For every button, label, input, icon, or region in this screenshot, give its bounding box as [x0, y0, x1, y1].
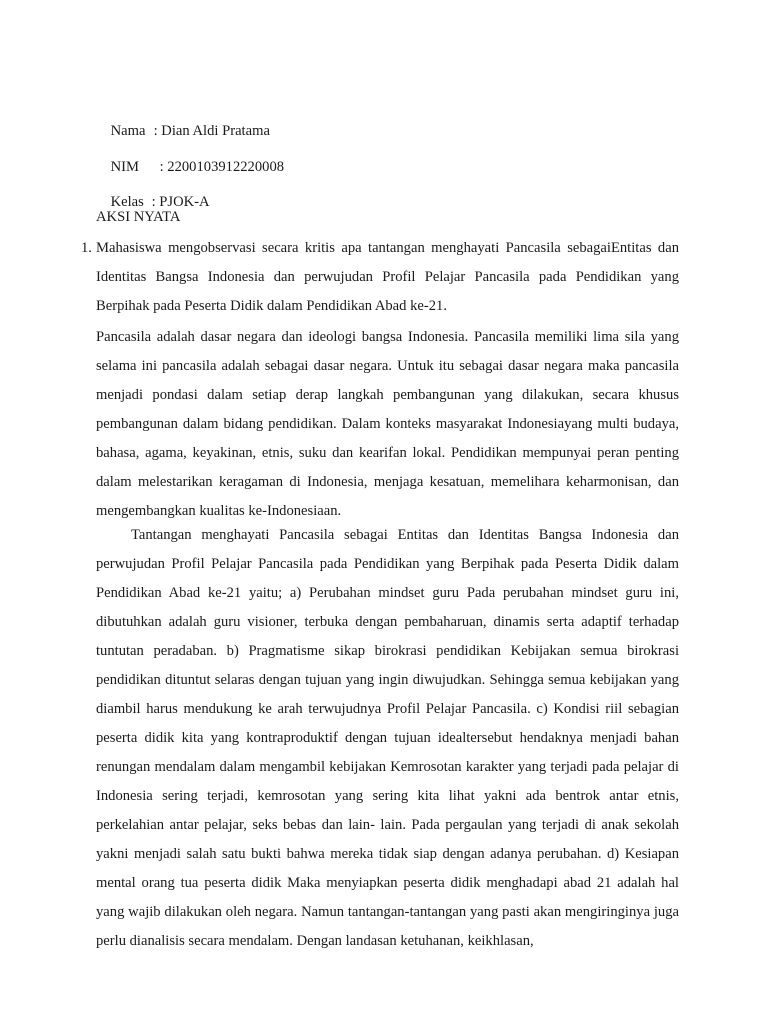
task-number: 1. [81, 240, 92, 256]
student-class-value: : PJOK-A [151, 194, 210, 210]
section-heading: AKSI NYATA [96, 209, 181, 225]
paragraph-challenges: Tantangan menghayati Pancasila sebagai Entitas dan Identitas Bangsa Indonesia dan perwujudan Profil Pelajar Pancasila pada Pendidikan yang Berpihak pada Peserta Didik dalam Pendidikan Abad ke-21 yaitu; a) Perubahan mindset guru Pada perubahan mindset guru ini, dibutuhkan adalah guru visioner, terbuka dengan pembaharuan, dinamis serta adaptif terhadap tuntutan peradaban. b) Pragmatisme sikap birokrasi pendidikan Kebijakan semua birokrasi pendidikan dituntut selaras dengan tujuan yang ingin diwujudkan. Sehingga semua kebijakan yang diambil harus mendukung ke arah terwujudnya Profil Pelajar Pancasila. c) Kondisi riil sebagian peserta didik kita yang kontraproduktif dengan tujuan idealtersebut hendaknya menjadi bahan renungan mendalam dalam mengambil kebijakan Kemrosotan karakter yang terjadi pada pelajar di Indonesia sering terjadi, kemrosotan yang sering kita lihat yakni ada bentrok antar etnis, perkelahian antar pelajar, seks bebas dan lain- lain. Pada pergaulan yang terjadi di anak sekolah yakni menjadi salah satu bukti bahwa mereka tidak siap dengan adanya perubahan. d) Kesiapan mental orang tua peserta didik Maka menyiapkan peserta didik menghadapi abad 21 adalah hal yang wajib dilakukan oleh negara. Namun tantangan-tantangan yang pasti akan mengiringinya juga perlu dianalisis secara mendalam. Dengan landasan ketuhanan, keikhlasan, [96, 527, 679, 949]
student-nim-value: : 2200103912220008 [159, 159, 285, 175]
student-nim-label: NIM [110, 159, 139, 175]
task-text: Mahasiswa mengobservasi secara kritis apa tantangan menghayati Pancasila sebagaiEntitas dan Identitas Bangsa Indonesia dan perwujudan Profil Pelajar Pancasila pada Pendidikan yang Berpihak pada Peserta Didik dalam Pendidikan Abad ke-21. [96, 240, 679, 314]
paragraph-pancasila-intro: Pancasila adalah dasar negara dan ideologi bangsa Indonesia. Pancasila memiliki lima sila yang selama ini pancasila adalah sebagai dasar negara. Untuk itu sebagai dasar negara maka pancasila menjadi pondasi dalam setiap derap langkah pembangunan yang dilakukan, secara khusus pembangunan dalam bidang pendidikan. Dalam konteks masyarakat Indonesiayang multi budaya, bahasa, agama, keyakinan, etnis, suku dan kearifan lokal. Pendidikan mempunyai peran penting dalam melestarikan keragaman di Indonesia, menjaga kesatuan, memelihara keharmonisan, dan mengembangkan kualitas ke-Indonesiaan. [96, 329, 679, 519]
student-name-value: : Dian Aldi Pratama [153, 123, 270, 139]
student-name-label: Nama [110, 123, 146, 139]
student-class-label: Kelas [110, 194, 144, 210]
task-item [81, 234, 679, 321]
